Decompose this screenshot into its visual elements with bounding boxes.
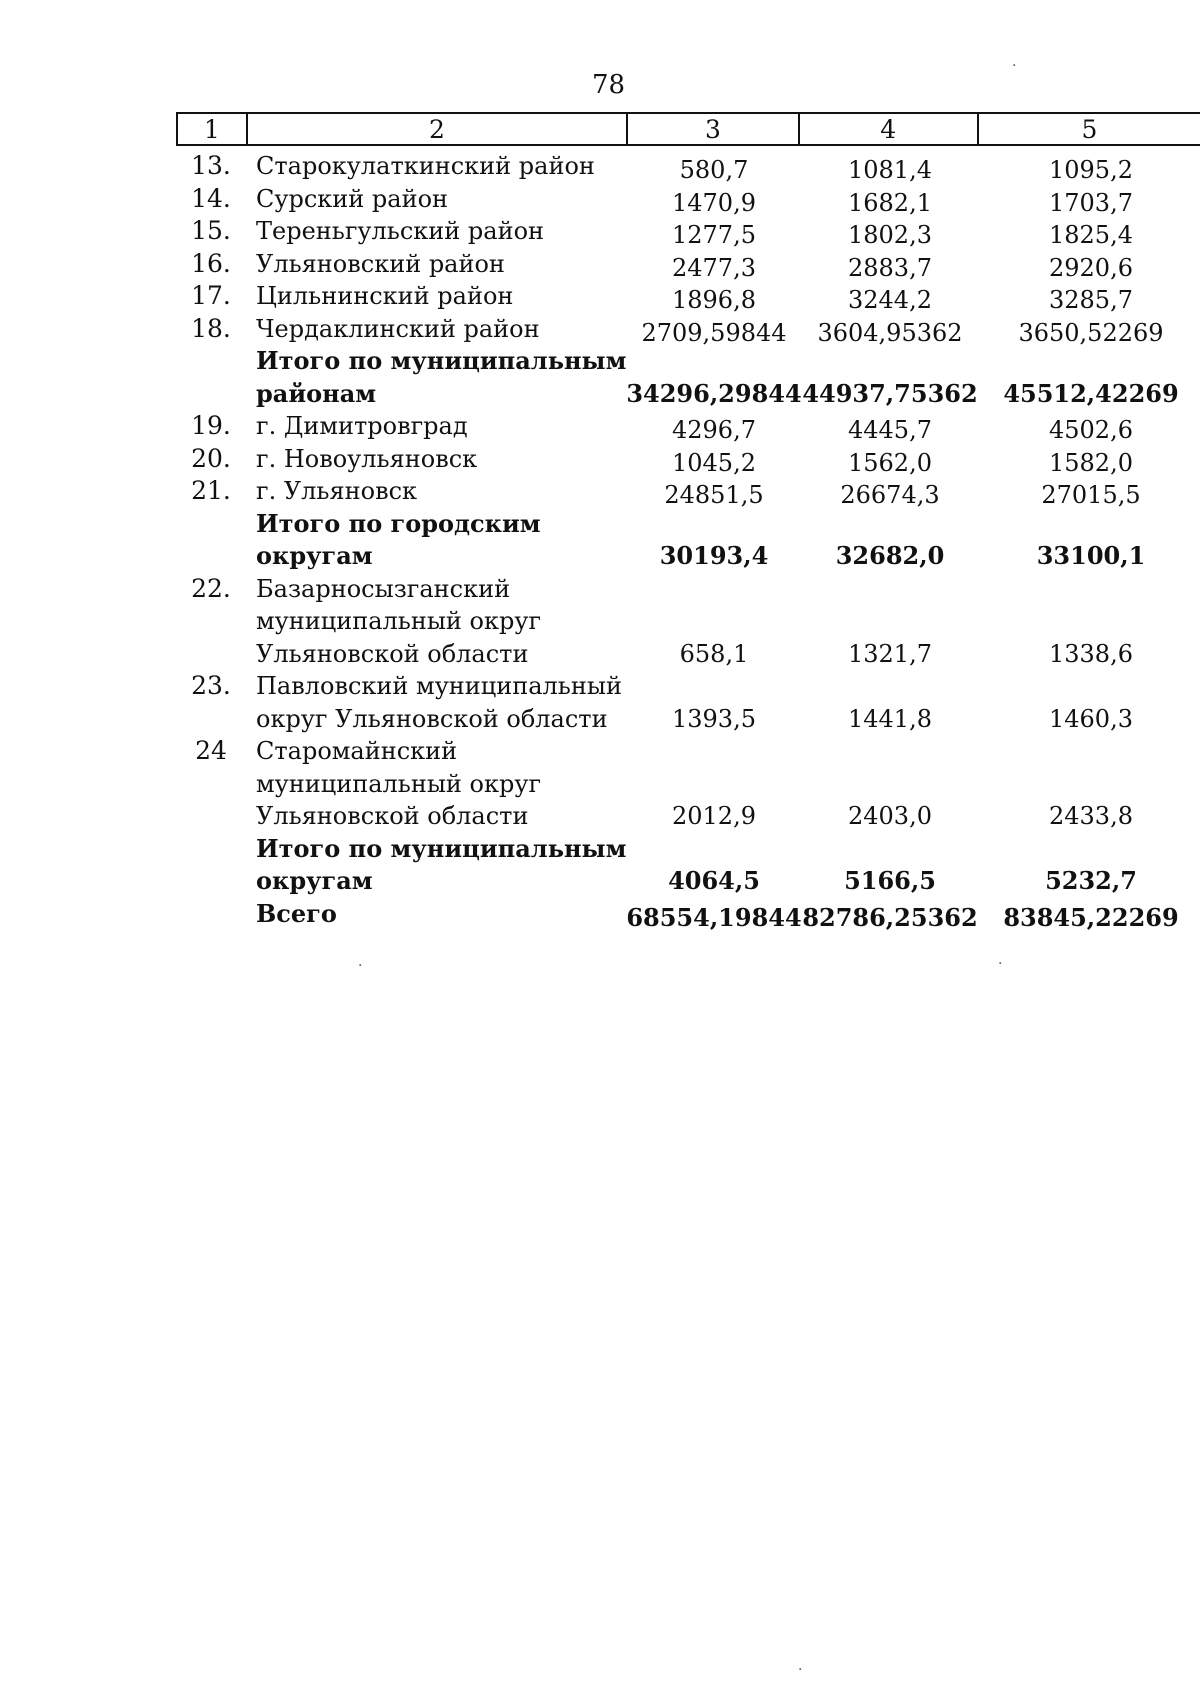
value-col-3-text: 658,1 — [679, 639, 749, 668]
table-row — [176, 280, 1200, 313]
value-col-3-text: 1470,9 — [672, 188, 756, 217]
scan-speck: · — [1012, 58, 1017, 74]
value-col-5 — [980, 902, 1200, 935]
row-number — [176, 183, 246, 216]
value-col-4-text: 1321,7 — [848, 639, 932, 668]
row-name-text: Всего — [256, 898, 337, 928]
value-col-3-text: 1393,5 — [672, 704, 756, 733]
header-col-4: 4 — [800, 114, 979, 144]
row-name-text: Старомайнский муниципальный округ Ульяновской области — [256, 737, 542, 830]
value-col-3 — [628, 833, 800, 898]
table-row — [176, 475, 1200, 508]
value-col-3 — [628, 902, 800, 935]
value-col-4-text: 1802,3 — [848, 221, 932, 249]
value-col-3-text: 1896,8 — [672, 286, 756, 314]
row-name — [246, 670, 628, 735]
value-col-4-text: 1682,1 — [848, 188, 932, 217]
value-col-5 — [980, 735, 1200, 833]
value-col-5 — [980, 833, 1200, 898]
row-name-text: Старокулаткинский район — [256, 152, 595, 180]
value-col-4-text: 2883,7 — [848, 253, 932, 282]
row-number-text: 21. — [191, 476, 231, 505]
value-col-4-text: 26674,3 — [840, 481, 940, 509]
value-col-5 — [980, 670, 1200, 735]
row-number — [176, 345, 246, 410]
value-col-4 — [800, 508, 980, 573]
row-number — [176, 735, 246, 833]
value-col-3-text: 2709,59844 — [641, 318, 787, 347]
table-body — [176, 150, 1200, 930]
table-row — [176, 735, 1200, 833]
table-row — [176, 898, 1200, 931]
value-col-5-text: 45512,42269 — [1003, 378, 1179, 408]
value-col-5-text: 4502,6 — [1049, 416, 1133, 444]
value-col-4-text: 1562,0 — [848, 448, 932, 477]
header-col-2: 2 — [248, 114, 629, 144]
scan-speck: · — [998, 956, 1003, 972]
row-name — [246, 898, 628, 931]
value-col-4-text: 3604,95362 — [817, 318, 963, 347]
scan-speck: · — [798, 1662, 803, 1678]
row-number-text: 18. — [191, 313, 231, 343]
value-col-4-text: 1081,4 — [848, 156, 932, 184]
value-col-4 — [800, 833, 980, 898]
header-col-3: 3 — [628, 114, 799, 144]
value-col-5 — [980, 573, 1200, 671]
value-col-4-text: 82786,25362 — [802, 902, 978, 932]
row-name-text: Итого по городским округам — [256, 508, 541, 570]
row-number-text: 15. — [191, 216, 231, 245]
value-col-5-text: 27015,5 — [1041, 481, 1141, 509]
row-number-text: 24 — [195, 736, 227, 765]
row-name — [246, 248, 628, 281]
header-col-5: 5 — [1081, 114, 1098, 144]
value-col-3 — [628, 735, 800, 833]
row-number — [176, 670, 246, 735]
table-row — [176, 573, 1200, 671]
row-number — [176, 215, 246, 248]
row-number — [176, 898, 246, 931]
row-name — [246, 280, 628, 313]
value-col-4-text: 44937,75362 — [802, 378, 978, 408]
row-number-text: 22. — [191, 573, 231, 603]
value-col-3 — [628, 573, 800, 671]
row-number — [176, 410, 246, 443]
row-name — [246, 150, 628, 183]
row-name-text: Чердаклинский район — [256, 314, 540, 343]
row-name-text: Тереньгульский район — [256, 217, 545, 245]
value-col-3-text: 1277,5 — [672, 221, 756, 249]
value-col-5-text: 3650,52269 — [1018, 318, 1164, 347]
value-col-5-text: 5232,7 — [1045, 866, 1137, 895]
value-col-5-text: 1095,2 — [1049, 156, 1133, 184]
row-number — [176, 443, 246, 476]
value-col-5-text: 33100,1 — [1036, 541, 1146, 570]
value-col-4-text: 32682,0 — [835, 541, 945, 570]
row-name — [246, 475, 628, 508]
value-col-3-text: 580,7 — [679, 156, 749, 184]
table-row — [176, 508, 1200, 573]
row-number-text: 19. — [191, 411, 231, 440]
value-col-3-text: 24851,5 — [664, 481, 764, 509]
table-header — [176, 112, 1200, 146]
row-name-text: Цильнинский район — [256, 282, 514, 310]
row-name-text: г. Ульяновск — [256, 477, 418, 505]
row-name — [246, 735, 628, 833]
row-name-text: Павловский муниципальный округ Ульяновской области — [256, 672, 622, 733]
row-name — [246, 508, 628, 573]
value-col-3-text: 2477,3 — [672, 253, 756, 282]
value-col-5 — [980, 345, 1200, 410]
value-col-3-text: 2012,9 — [672, 802, 756, 830]
row-name — [246, 345, 628, 410]
row-number-text: 20. — [191, 443, 231, 473]
value-col-5-text: 2920,6 — [1049, 253, 1133, 282]
header-col-1: 1 — [178, 114, 248, 144]
table-row — [176, 345, 1200, 410]
row-name-text: Базарносызганский муниципальный округ Ульяновской области — [256, 574, 542, 668]
row-name-text: г. Новоульяновск — [256, 444, 478, 473]
row-name — [246, 573, 628, 671]
value-col-3-text: 68554,19844 — [626, 902, 802, 932]
value-col-3-text: 4296,7 — [672, 416, 756, 444]
table-row — [176, 443, 1200, 476]
row-name — [246, 443, 628, 476]
row-name — [246, 313, 628, 346]
row-number — [176, 280, 246, 313]
value-col-5-text: 1582,0 — [1049, 448, 1133, 477]
value-col-5-text: 3285,7 — [1049, 286, 1133, 314]
value-col-4-text: 2403,0 — [848, 802, 932, 830]
table-row — [176, 410, 1200, 443]
table-row — [176, 248, 1200, 281]
row-name — [246, 183, 628, 216]
value-col-3 — [628, 345, 800, 410]
value-col-3-text: 34296,29844 — [626, 378, 802, 408]
row-number-text: 23. — [191, 671, 231, 700]
table-row — [176, 313, 1200, 346]
value-col-4 — [800, 735, 980, 833]
value-col-3 — [628, 508, 800, 573]
value-col-5-text: 2433,8 — [1049, 802, 1133, 830]
row-number-text: 16. — [191, 248, 231, 278]
table-row — [176, 183, 1200, 216]
value-col-4 — [800, 670, 980, 735]
value-col-5-text: 1703,7 — [1049, 188, 1133, 217]
row-number — [176, 833, 246, 898]
row-name — [246, 410, 628, 443]
row-number-text: 13. — [191, 151, 231, 180]
row-number-text: 14. — [191, 183, 231, 213]
value-col-5 — [980, 508, 1200, 573]
value-col-5-text: 1460,3 — [1049, 704, 1133, 733]
value-col-3-text: 30193,4 — [659, 541, 769, 570]
table-row — [176, 215, 1200, 248]
value-col-4-text: 1441,8 — [848, 704, 932, 733]
value-col-4 — [800, 345, 980, 410]
table-row — [176, 670, 1200, 735]
value-col-5-text: 1825,4 — [1049, 221, 1133, 249]
value-col-4 — [800, 902, 980, 935]
value-col-3-text: 4064,5 — [668, 866, 760, 895]
row-name — [246, 215, 628, 248]
row-name — [246, 833, 628, 898]
row-name-text: Итого по муниципальным округам — [256, 833, 627, 895]
value-col-5-text: 1338,6 — [1049, 639, 1133, 668]
row-number — [176, 248, 246, 281]
scan-speck: · — [358, 958, 363, 974]
row-number — [176, 573, 246, 671]
row-number — [176, 508, 246, 573]
row-name-text: г. Димитровград — [256, 412, 468, 440]
value-col-5-text: 83845,22269 — [1003, 902, 1179, 932]
page-number: 78 — [592, 70, 626, 100]
row-number — [176, 150, 246, 183]
value-col-4-text: 4445,7 — [848, 416, 932, 444]
value-col-4-text: 3244,2 — [848, 286, 932, 314]
value-col-3-text: 1045,2 — [672, 448, 756, 477]
row-name-text: Сурский район — [256, 184, 449, 213]
row-number — [176, 313, 246, 346]
row-number-text: 17. — [191, 281, 231, 310]
table-row — [176, 833, 1200, 898]
row-name-text: Итого по муниципальным районам — [256, 346, 627, 408]
value-col-4-text: 5166,5 — [844, 866, 936, 895]
table-row — [176, 150, 1200, 183]
value-col-3 — [628, 670, 800, 735]
row-name-text: Ульяновский район — [256, 249, 505, 278]
row-number — [176, 475, 246, 508]
value-col-4 — [800, 573, 980, 671]
